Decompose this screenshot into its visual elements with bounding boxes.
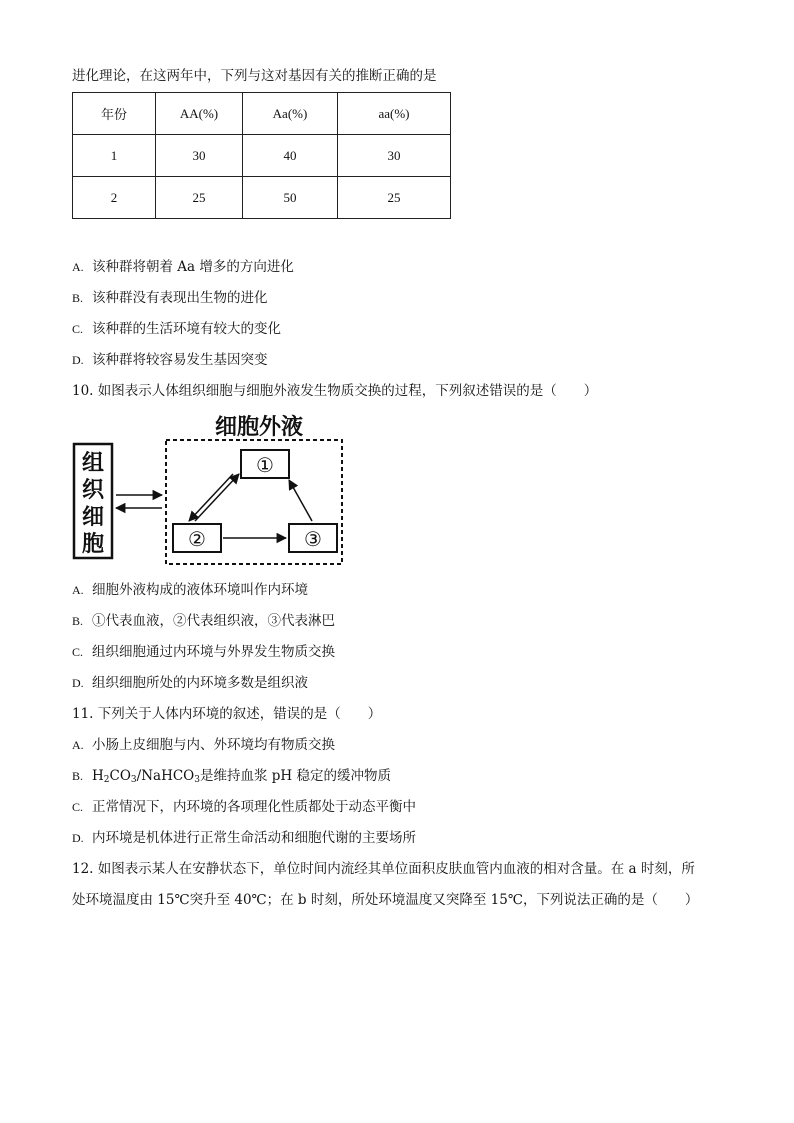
- table-cell: 40: [243, 135, 338, 177]
- arrow-1-to-2: [189, 474, 233, 521]
- arrow-3-to-1: [289, 480, 312, 521]
- q9-option-c[interactable]: C. 该种群的生活环境有较大的变化: [72, 321, 281, 337]
- q9-option-a[interactable]: A. 该种群将朝着 Aa 增多的方向进化: [72, 259, 294, 275]
- formula-part: CO: [109, 768, 131, 784]
- table-header-cell: Aa(%): [243, 93, 338, 135]
- tissue-cell-char: 组: [81, 451, 105, 476]
- option-text: 是维持血浆 pH 稳定的缓冲物质: [199, 768, 391, 784]
- tissue-cell-char: 织: [81, 478, 105, 503]
- table-cell: 30: [338, 135, 451, 177]
- formula-subscript: 3: [130, 775, 137, 785]
- q11-option-a[interactable]: A. 小肠上皮细胞与内、外环境均有物质交换: [72, 737, 335, 753]
- node-2-label: ②: [188, 527, 206, 551]
- question-9-stem-continuation: 进化理论，在这两年中，下列与这对基因有关的推断正确的是: [72, 68, 437, 84]
- table-cell: 50: [243, 177, 338, 219]
- genotype-frequency-table: [72, 92, 451, 219]
- formula-part: /NaHCO: [136, 768, 195, 784]
- tissue-cell-exchange-diagram: [72, 410, 352, 570]
- q9-option-d[interactable]: D. 该种群将较容易发生基因突变: [72, 352, 268, 368]
- table-header-cell: 年份: [73, 93, 156, 135]
- formula-part: H: [92, 768, 104, 784]
- q10-option-a[interactable]: A. 细胞外液构成的液体环境叫作内环境: [72, 582, 308, 598]
- table-cell: 25: [338, 177, 451, 219]
- q11-option-b[interactable]: B. $H_2CO_3/NaHCO_3$是维持血浆 pH 稳定的缓冲物质: [72, 768, 391, 785]
- table-cell: 2: [73, 177, 156, 219]
- q10-option-c[interactable]: C. 组织细胞通过内环境与外界发生物质交换: [72, 644, 335, 660]
- table-cell: 1: [73, 135, 156, 177]
- tissue-cell-char: 胞: [81, 532, 105, 557]
- node-3-label: ③: [304, 527, 322, 551]
- table-header-cell: AA(%): [156, 93, 243, 135]
- table-header-row: [73, 93, 451, 135]
- q9-option-b[interactable]: B. 该种群没有表现出生物的进化: [72, 290, 268, 306]
- table-cell: 25: [156, 177, 243, 219]
- arrow-2-to-1: [195, 474, 239, 521]
- q11-option-d[interactable]: D. 内环境是机体进行正常生命活动和细胞代谢的主要场所: [72, 830, 416, 846]
- question-12-stem-line-2: 处环境温度由 15℃突升至 40℃；在 b 时刻，所处环境温度又突降至 15℃，下列说法正确的是（ ）: [72, 892, 699, 908]
- tissue-cell-char: 细: [81, 505, 105, 530]
- question-12-stem-line-1: 12. 如图表示某人在安静状态下，单位时间内流经其单位面积皮肤血管内血液的相对含量。在 a 时刻，所: [72, 861, 695, 877]
- table-row: [73, 135, 451, 177]
- formula-subscript: 3: [194, 775, 200, 785]
- extracellular-fluid-title: 细胞外液: [214, 415, 304, 440]
- table-row: [73, 177, 451, 219]
- q11-option-c[interactable]: C. 正常情况下，内环境的各项理化性质都处于动态平衡中: [72, 799, 416, 815]
- question-10-stem: 10. 如图表示人体组织细胞与细胞外液发生物质交换的过程，下列叙述错误的是（ ）: [72, 383, 598, 399]
- node-1-label: ①: [256, 453, 274, 477]
- q10-option-b[interactable]: B. ①代表血液，②代表组织液，③代表淋巴: [72, 613, 335, 629]
- formula-subscript: 2: [103, 775, 110, 785]
- table-header-cell: aa(%): [338, 93, 451, 135]
- q10-option-d[interactable]: D. 组织细胞所处的内环境多数是组织液: [72, 675, 308, 691]
- question-11-stem: 11. 下列关于人体内环境的叙述，错误的是（ ）: [72, 706, 382, 722]
- table-cell: 30: [156, 135, 243, 177]
